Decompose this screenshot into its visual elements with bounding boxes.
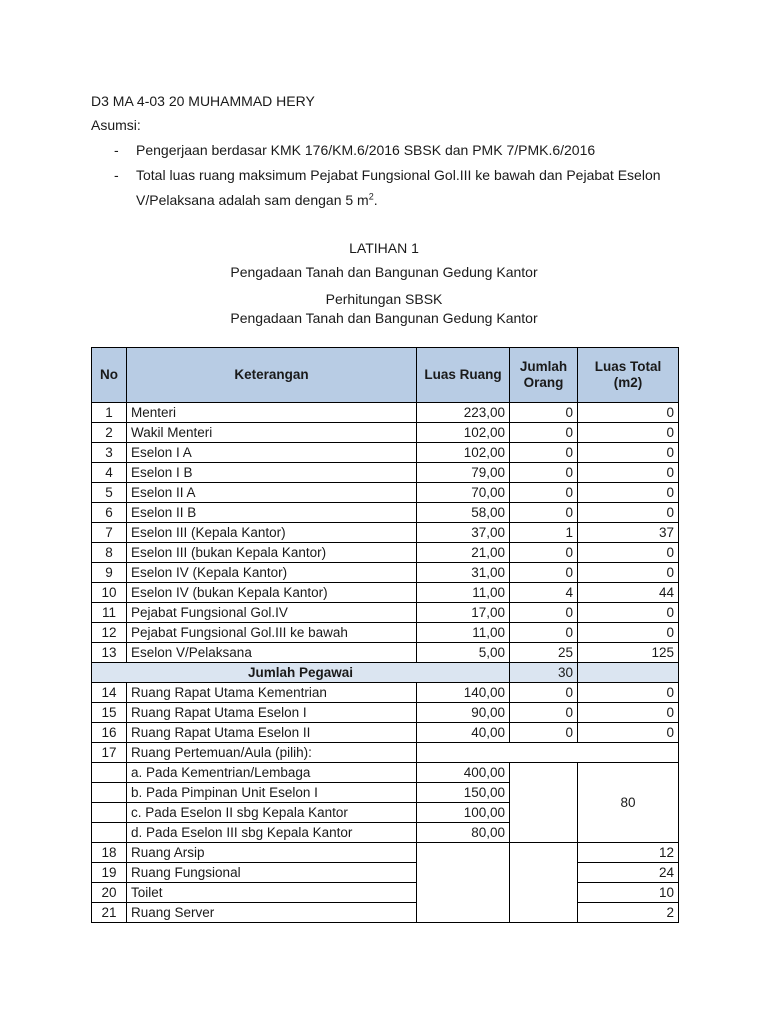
- cell-no: [92, 763, 127, 783]
- table-row: [92, 763, 679, 783]
- cell-luas: 80,00: [417, 823, 510, 843]
- cell-no: 1: [92, 403, 127, 423]
- cell-total: 24: [578, 863, 679, 883]
- cell-jumlah-merged: [510, 763, 578, 843]
- cell-total: 0: [578, 503, 679, 523]
- table-row: [92, 863, 679, 883]
- cell-keterangan: Menteri: [127, 403, 417, 423]
- table-row: [92, 463, 679, 483]
- cell-keterangan: Ruang Arsip: [127, 843, 417, 863]
- cell-luas: 102,00: [417, 443, 510, 463]
- asumsi-label: Asumsi:: [91, 117, 141, 133]
- jumlah-pegawai-label: Jumlah Pegawai: [92, 663, 510, 683]
- cell-no: 15: [92, 703, 127, 723]
- table-header-row: [92, 348, 679, 403]
- subtitle-1: Pengadaan Tanah dan Bangunan Gedung Kantor: [230, 264, 538, 280]
- cell-keterangan: Eselon I A: [127, 443, 417, 463]
- cell-no: 5: [92, 483, 127, 503]
- cell-no: [92, 783, 127, 803]
- cell-luas: 100,00: [417, 803, 510, 823]
- cell-total: 0: [578, 723, 679, 743]
- cell-empty: [417, 743, 679, 763]
- cell-total: 0: [578, 463, 679, 483]
- bullet-text-2-main: V/Pelaksana adalah sam dengan 5 m: [136, 192, 369, 208]
- cell-luas: 70,00: [417, 483, 510, 503]
- cell-total: 0: [578, 623, 679, 643]
- cell-total: 12: [578, 843, 679, 863]
- bullet-text-2-line2: [136, 192, 378, 208]
- cell-no: 20: [92, 883, 127, 903]
- cell-total: 0: [578, 403, 679, 423]
- bullet-text-2-line1: Total luas ruang maksimum Pejabat Fungsional Gol.III ke bawah dan Pejabat Eselon: [136, 167, 661, 183]
- table-row: [92, 403, 679, 423]
- table-row: [92, 543, 679, 563]
- cell-keterangan: Eselon IV (bukan Kepala Kantor): [127, 583, 417, 603]
- table-row: [92, 443, 679, 463]
- cell-total: 0: [578, 483, 679, 503]
- cell-total: 0: [578, 683, 679, 703]
- table-row: [92, 423, 679, 443]
- cell-keterangan: Ruang Pertemuan/Aula (pilih):: [127, 743, 417, 763]
- cell-jumlah: 0: [510, 443, 578, 463]
- cell-jumlah: 0: [510, 483, 578, 503]
- table-row: [92, 583, 679, 603]
- cell-jumlah: 0: [510, 683, 578, 703]
- header-no: No: [92, 348, 127, 403]
- sbsk-table: [91, 347, 679, 923]
- header-keterangan: Keterangan: [127, 348, 417, 403]
- cell-jumlah: 0: [510, 703, 578, 723]
- cell-total: 0: [578, 543, 679, 563]
- cell-luas: 11,00: [417, 583, 510, 603]
- table-row: [92, 603, 679, 623]
- cell-jumlah: 0: [510, 503, 578, 523]
- cell-no: 8: [92, 543, 127, 563]
- cell-jumlah: 0: [510, 463, 578, 483]
- cell-keterangan: c. Pada Eselon II sbg Kepala Kantor: [127, 803, 417, 823]
- header-jumlah-orang: Jumlah Orang: [510, 348, 578, 403]
- bullet-dash: -: [114, 142, 119, 158]
- jumlah-pegawai-empty: [578, 663, 679, 683]
- cell-keterangan: Eselon I B: [127, 463, 417, 483]
- cell-keterangan: a. Pada Kementrian/Lembaga: [127, 763, 417, 783]
- cell-keterangan: Eselon II B: [127, 503, 417, 523]
- cell-keterangan: Wakil Menteri: [127, 423, 417, 443]
- cell-jumlah: 4: [510, 583, 578, 603]
- cell-no: 21: [92, 903, 127, 923]
- cell-total: 125: [578, 643, 679, 663]
- cell-no: [92, 803, 127, 823]
- cell-keterangan: Pejabat Fungsional Gol.IV: [127, 603, 417, 623]
- superscript: 2: [368, 191, 374, 202]
- table-row: [92, 843, 679, 863]
- subtitle-2: Pengadaan Tanah dan Bangunan Gedung Kantor: [230, 310, 538, 326]
- bullet-text-2-end: .: [373, 192, 378, 208]
- cell-no: 2: [92, 423, 127, 443]
- cell-keterangan: Ruang Rapat Utama Eselon II: [127, 723, 417, 743]
- cell-keterangan: Ruang Rapat Utama Eselon I: [127, 703, 417, 723]
- cell-luas: 40,00: [417, 723, 510, 743]
- cell-jumlah: 0: [510, 543, 578, 563]
- cell-jumlah: 0: [510, 403, 578, 423]
- table-row: [92, 723, 679, 743]
- bullet-dash: -: [114, 167, 119, 183]
- cell-total: 0: [578, 703, 679, 723]
- cell-no: 14: [92, 683, 127, 703]
- cell-jumlah: 0: [510, 623, 578, 643]
- cell-keterangan: Ruang Fungsional: [127, 863, 417, 883]
- cell-keterangan: b. Pada Pimpinan Unit Eselon I: [127, 783, 417, 803]
- cell-luas: 79,00: [417, 463, 510, 483]
- table-row: [92, 743, 679, 763]
- table-row: [92, 883, 679, 903]
- cell-keterangan: Eselon III (bukan Kepala Kantor): [127, 543, 417, 563]
- cell-luas: 21,00: [417, 543, 510, 563]
- cell-no: 6: [92, 503, 127, 523]
- cell-no: 11: [92, 603, 127, 623]
- cell-luas: 11,00: [417, 623, 510, 643]
- table-row: [92, 683, 679, 703]
- cell-total: 44: [578, 583, 679, 603]
- cell-keterangan: Eselon III (Kepala Kantor): [127, 523, 417, 543]
- cell-keterangan: Ruang Server: [127, 903, 417, 923]
- cell-jumlah: 0: [510, 563, 578, 583]
- cell-keterangan: Eselon II A: [127, 483, 417, 503]
- cell-total: 37: [578, 523, 679, 543]
- cell-luas-merged: [417, 843, 510, 923]
- cell-keterangan: Pejabat Fungsional Gol.III ke bawah: [127, 623, 417, 643]
- table-row: [92, 703, 679, 723]
- table-row: [92, 643, 679, 663]
- cell-no: 7: [92, 523, 127, 543]
- header-luas-ruang: Luas Ruang: [417, 348, 510, 403]
- cell-luas: 5,00: [417, 643, 510, 663]
- cell-no: 4: [92, 463, 127, 483]
- table-row: [92, 623, 679, 643]
- cell-total: 0: [578, 603, 679, 623]
- cell-luas: 58,00: [417, 503, 510, 523]
- cell-total: 0: [578, 443, 679, 463]
- cell-no: 19: [92, 863, 127, 883]
- cell-luas: 223,00: [417, 403, 510, 423]
- table-row: [92, 523, 679, 543]
- cell-keterangan: d. Pada Eselon III sbg Kepala Kantor: [127, 823, 417, 843]
- cell-jumlah: 0: [510, 423, 578, 443]
- cell-no: 18: [92, 843, 127, 863]
- bullet-text-1: Pengerjaan berdasar KMK 176/KM.6/2016 SBSK dan PMK 7/PMK.6/2016: [136, 142, 596, 158]
- cell-total: 0: [578, 423, 679, 443]
- cell-luas: 400,00: [417, 763, 510, 783]
- cell-keterangan: Eselon IV (Kepala Kantor): [127, 563, 417, 583]
- cell-luas: 102,00: [417, 423, 510, 443]
- perhitungan-title: Perhitungan SBSK: [325, 291, 443, 307]
- cell-total: 0: [578, 563, 679, 583]
- table-row: [92, 503, 679, 523]
- cell-no: 3: [92, 443, 127, 463]
- jumlah-pegawai-row: [92, 663, 679, 683]
- cell-luas: 90,00: [417, 703, 510, 723]
- cell-jumlah: 1: [510, 523, 578, 543]
- cell-luas: 150,00: [417, 783, 510, 803]
- cell-jumlah: 0: [510, 723, 578, 743]
- cell-total: 10: [578, 883, 679, 903]
- cell-luas: 37,00: [417, 523, 510, 543]
- cell-keterangan: Eselon V/Pelaksana: [127, 643, 417, 663]
- jumlah-pegawai-value: 30: [510, 663, 578, 683]
- header-luas-total: Luas Total (m2): [578, 348, 679, 403]
- cell-no: 12: [92, 623, 127, 643]
- cell-jumlah-merged: [510, 843, 578, 923]
- cell-no: 10: [92, 583, 127, 603]
- cell-no: 16: [92, 723, 127, 743]
- cell-luas: 31,00: [417, 563, 510, 583]
- cell-total: 2: [578, 903, 679, 923]
- table-row: [92, 563, 679, 583]
- cell-keterangan: Ruang Rapat Utama Kementrian: [127, 683, 417, 703]
- cell-luas: 17,00: [417, 603, 510, 623]
- cell-no: 9: [92, 563, 127, 583]
- author-line: D3 MA 4-03 20 MUHAMMAD HERY: [91, 93, 315, 109]
- cell-aula-total: 80: [578, 763, 679, 843]
- cell-keterangan: Toilet: [127, 883, 417, 903]
- table-row: [92, 903, 679, 923]
- cell-no: 13: [92, 643, 127, 663]
- cell-jumlah: 25: [510, 643, 578, 663]
- cell-no: [92, 823, 127, 843]
- cell-luas: 140,00: [417, 683, 510, 703]
- table-row: [92, 483, 679, 503]
- latihan-title: LATIHAN 1: [349, 240, 419, 256]
- cell-jumlah: 0: [510, 603, 578, 623]
- cell-no: 17: [92, 743, 127, 763]
